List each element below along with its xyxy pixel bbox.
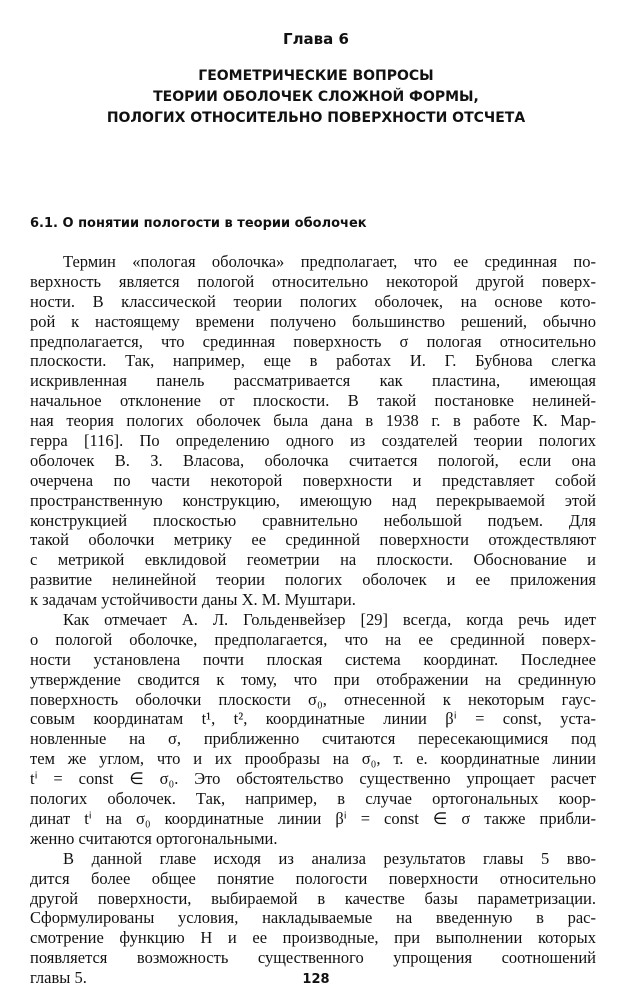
text-line: пространственную конструкцию, имеющую над перекрываемой этой [30, 490, 596, 510]
text-line: ности. В классической теории пологих оболочек, на основе кото- [30, 291, 596, 311]
text-line: о пологой оболочке, предполагается, что на ее срединной поверх- [30, 629, 596, 649]
text-line: предполагается, что срединная поверхность σ пологая относительно [30, 331, 596, 351]
text-line: верхность является пологой относительно некоторой другой поверх- [30, 271, 596, 291]
text-line: новленные на σ, приближенно считаются пересекающимися под [30, 729, 596, 749]
body-text [30, 252, 596, 988]
text-line: искривленная панель рассматривается как пластина, имеющая [30, 371, 596, 391]
paragraph-1 [30, 252, 596, 610]
text-line: Сформулированы условия, накладываемые на введенную в рас- [30, 908, 596, 928]
text-line: дится более общее понятие пологости поверхности относительно [30, 868, 596, 888]
text-line: очерчена по части некоторой поверхности и представляет собой [30, 470, 596, 490]
text-line: смотрение функцию H и ее производные, при выполнении которых [30, 928, 596, 948]
page-number: 128 [302, 972, 330, 987]
text-line: пологих оболочек. Так, например, в случае ортогональных коор- [30, 789, 596, 809]
text-line: ная теория пологих оболочек была дана в 1938 г. в работе К. Мар- [30, 411, 596, 431]
text-line: Термин «пологая оболочка» предполагает, что ее срединная по- [63, 252, 596, 271]
chapter-title-line: ГЕОМЕТРИЧЕСКИЕ ВОПРОСЫ [198, 68, 434, 84]
text-line: рой к настоящему времени получено большинство решений, обычно [30, 311, 596, 331]
text-line: герра [116]. По определению одного из создателей теории пологих [30, 431, 596, 451]
text-line: главы 5. [30, 968, 87, 988]
chapter-title-line: ПОЛОГИХ ОТНОСИТЕЛЬНО ПОВЕРХНОСТИ ОТСЧЕТА [106, 110, 526, 126]
text-line: появляется возможность существенного упрощения соотношений [30, 948, 596, 968]
text-line: другой поверхности, выбираемой в качестве базы параметризации. [30, 888, 596, 908]
text-line: такой оболочки метрику ее срединной поверхности отождествляют [30, 530, 596, 550]
text-line: динат tⁱ на σ₀ координатные линии βⁱ = const ∈ σ также прибли- [30, 808, 596, 828]
text-line: начальное отклонение от плоскости. В такой постановке нелиней- [30, 391, 596, 411]
text-line: конструкцией плоскостью сравнительно небольшой подъем. Для [30, 510, 596, 530]
chapter-title [40, 66, 592, 129]
text-line: тем же углом, что и их прообразы на σ₀, т. е. координатные линии [30, 749, 596, 769]
text-line: плоскости. Так, например, еще в работах И. Г. Бубнова слегка [30, 351, 596, 371]
text-line: В данной главе исходя из анализа результатов главы 5 вво- [63, 848, 596, 868]
text-line: развитие нелинейной теории пологих оболочек и ее приложения [30, 570, 596, 590]
paragraph-2 [30, 610, 596, 849]
text-line: к задачам устойчивости даны Х. М. Муштари. [30, 590, 356, 610]
chapter-title-line: ТЕОРИИ ОБОЛОЧЕК СЛОЖНОЙ ФОРМЫ, [153, 89, 479, 105]
text-line: утверждение сводится к тому, что при отображении на срединную [30, 669, 596, 689]
paragraph-3 [30, 849, 596, 988]
text-line: с метрикой евклидовой геометрии на плоскости. Обоснование и [30, 550, 596, 570]
text-line: tⁱ = const ∈ σ₀. Это обстоятельство существенно упрощает расчет [30, 769, 596, 789]
text-line: Как отмечает А. Л. Гольденвейзер [29] всегда, когда речь идет [63, 610, 596, 630]
text-line: женно считаются ортогональными. [30, 828, 278, 848]
text-line: поверхность оболочки плоскости σ₀, отнесенной к некоторым гаус- [30, 689, 596, 709]
text-line: ности установлена почти плоская система координат. Последнее [30, 649, 596, 669]
chapter-label: Глава 6 [283, 30, 349, 48]
section-heading: 6.1. О понятии пологости в теории оболочек [30, 216, 367, 231]
text-line: оболочек В. З. Власова, оболочка считается пологой, если она [30, 450, 596, 470]
text-line: совым координатам t¹, t², координатные линии βⁱ = const, уста- [30, 709, 596, 729]
